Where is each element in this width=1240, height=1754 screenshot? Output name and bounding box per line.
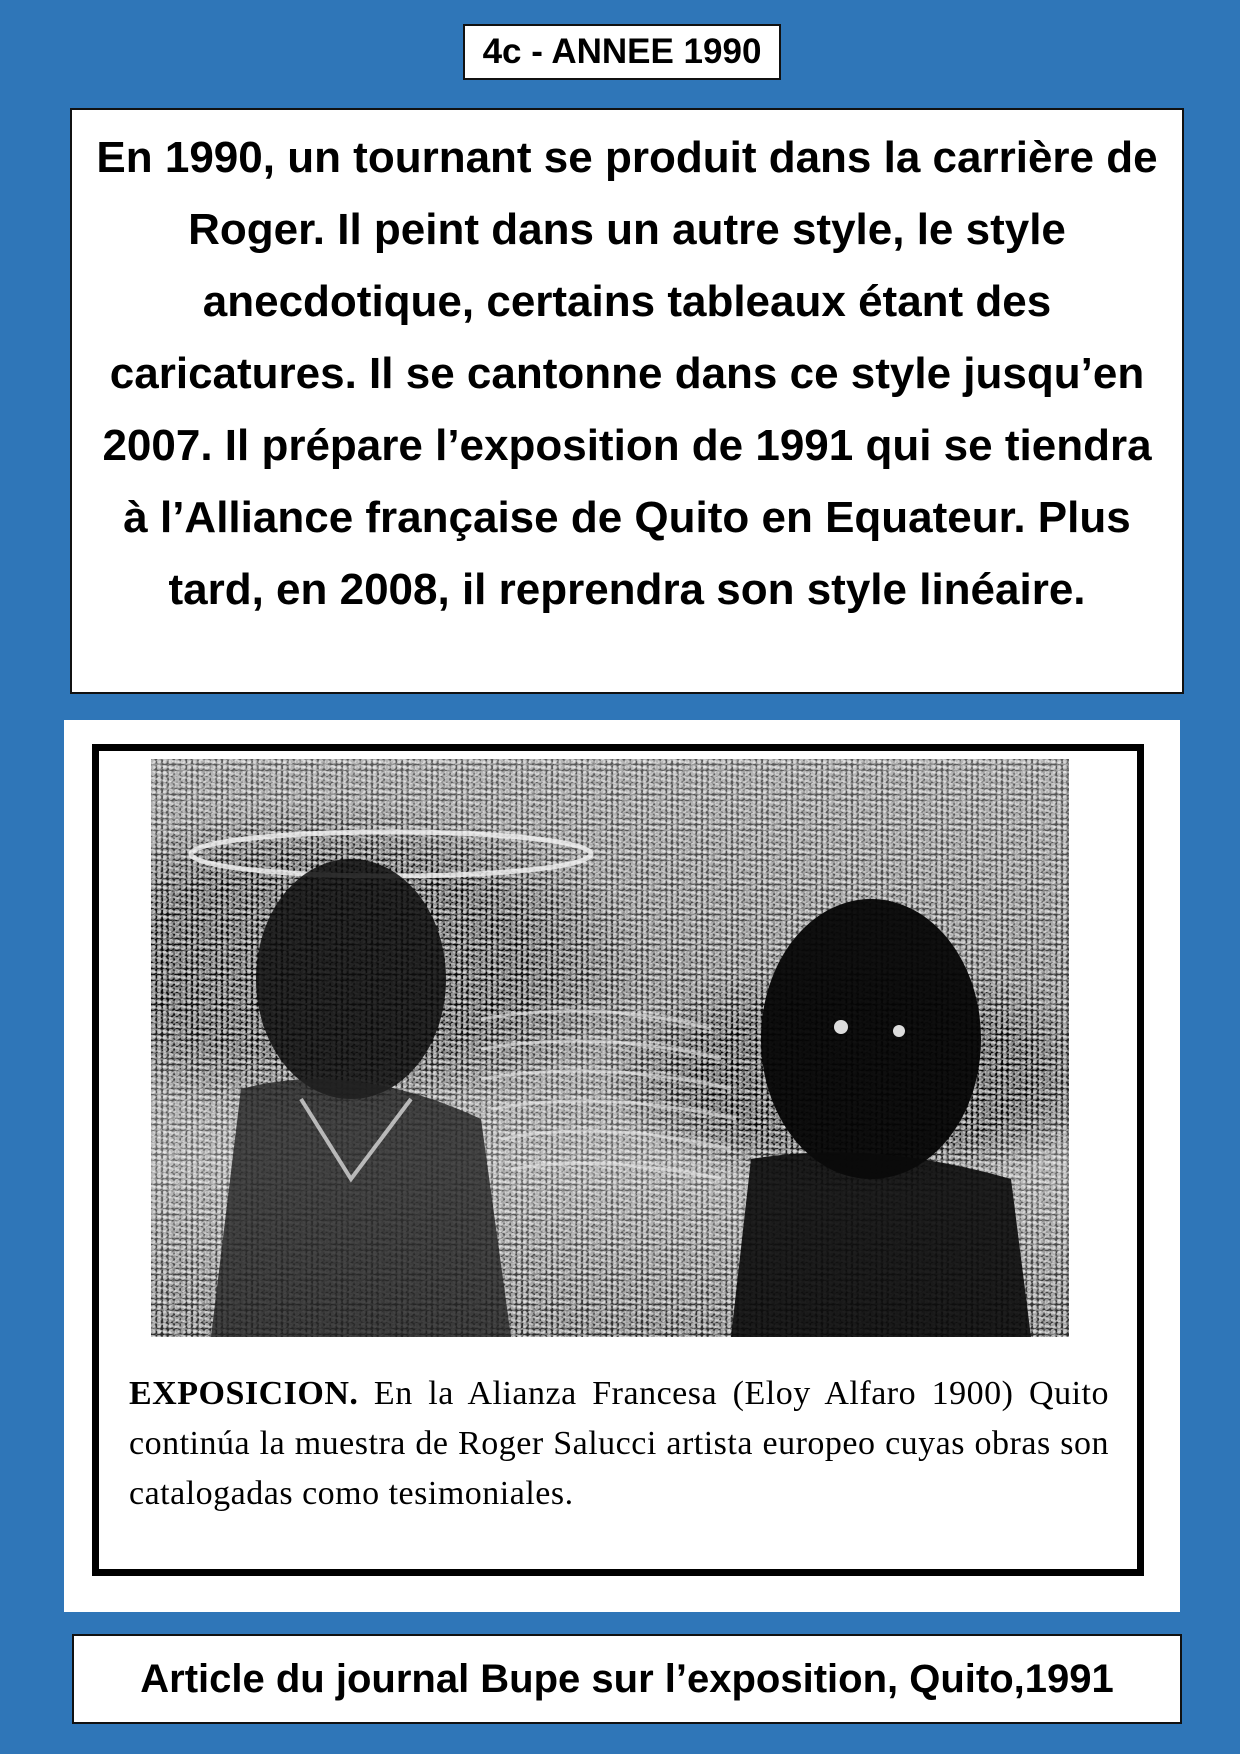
newspaper-clipping-frame — [64, 720, 1180, 1612]
newspaper-photo-figures — [151, 759, 1069, 1337]
intro-text-box — [70, 108, 1184, 694]
footer-caption-box — [72, 1634, 1182, 1724]
clipping-caption — [129, 1369, 1109, 1519]
clipping-caption-lead: EXPOSICION. — [129, 1375, 359, 1412]
section-title — [463, 24, 781, 80]
newspaper-clipping — [92, 744, 1144, 1576]
clipping-caption-body: En la Alianza Francesa (Eloy Alfaro 1900) Quito continúa la muestra de Roger Salucci artista europeo cuyas obras son catalogadas como tesimoniales. — [129, 1375, 1109, 1512]
section-title-text: 4c - ANNEE 1990 — [482, 32, 762, 71]
footer-caption: Article du journal Bupe sur l’exposition, Quito,1991 — [140, 1656, 1114, 1701]
intro-paragraph: En 1990, un tournant se produit dans la carrière de Roger. Il peint dans un autre style, le style anecdotique, certains tableaux étant des caricatures. Il se cantonne dans ce style jusqu’en 2007. Il prépare l’exposition de 1991 qui se tiendra à l’Alliance française de Quito en Equateur. Plus tard, en 2008, il reprendra son style linéaire. — [96, 133, 1158, 614]
newspaper-photo — [151, 759, 1069, 1337]
